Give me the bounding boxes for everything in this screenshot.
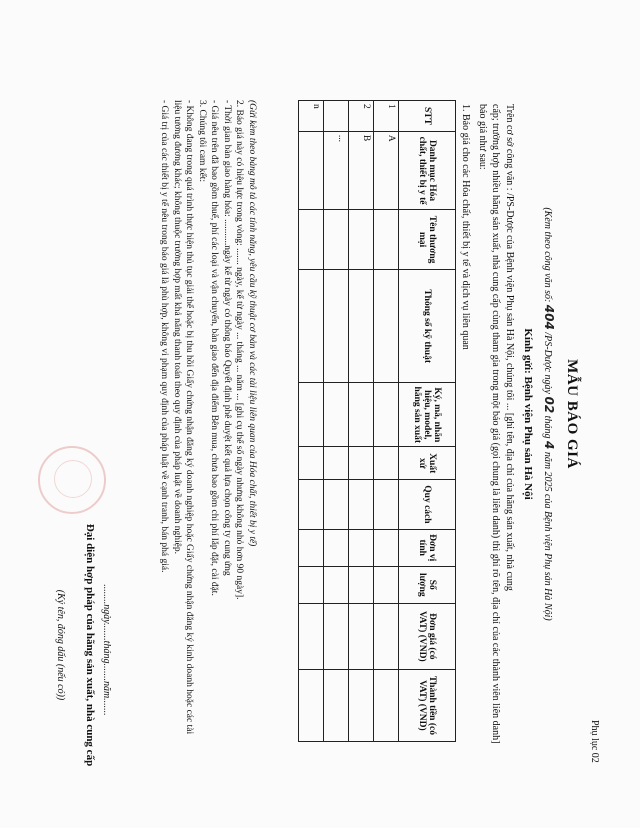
item-1-heading: 1. Báo giá cho các Hóa chất, thiết bị y tế và dịch vụ liên quan [460,104,471,350]
table-row [349,101,374,742]
table-cell [374,480,399,529]
validity-note: 2. Báo giá này có hiệu lực trong vòng: ....... ngày, kể từ ngày ... tháng ... năm ... [ghi cụ thể số ngày nhưng không nhỏ hơn 90 ngày]. [234,100,245,600]
delivery-note: - Thời gian bàn giao hàng hóa: ...........ngày kể từ ngày có thông báo Quyết định phê duyệt kết quả lựa chọn công ty cung ứng [222,100,232,576]
basis-paragraph: Trên cơ sở công văn : /PS-Dược của Bệnh viện Phụ sản Hà Nội, chúng tôi ... [ghi tên, địa chỉ của hãng sản xuất, nhà cung [504,104,515,591]
table-cell [374,210,399,270]
table-cell [299,269,324,382]
table-row [374,101,399,742]
handwritten-document-number: 404 [542,304,556,330]
header-cell: Quy cách [399,480,456,529]
addressee: Kính gửi: Bệnh viện Phụ sản Hà Nội [522,328,534,500]
header-cell: Thông số kỹ thuật [399,269,456,382]
table-cell [374,383,399,447]
header-cell: Đơn giá (có VAT) (VND) [399,603,456,669]
table-cell [349,210,374,270]
table-cell [324,383,349,447]
signature-date-line: ........ngày.......tháng.......năm....... [101,584,112,716]
document-subtitle [542,0,556,828]
attachment-note: (Gửi kèm theo bảng mô tả các tính năng, yêu cầu kỹ thuật cơ bản và các tài liệu liên quan của Hóa chất, thiết bị y tế) [247,100,257,547]
table-cell [349,529,374,566]
table-cell: 1 [374,101,399,132]
signature-title: Đại diện hợp pháp của hãng sản xuất, nhà cung cấp [84,523,96,767]
quotation-table [298,100,456,742]
header-cell: Ký, mã, nhãn hiệu, model, hãng sản xuất [399,383,456,447]
table-row [324,101,349,742]
table-cell [299,447,324,480]
table-cell [299,210,324,270]
header-cell: Danh mục Hóa chất, thiết bị y tế [399,131,456,209]
table-cell [349,603,374,669]
supplier-paragraph: cấp; trường hợp nhiều hãng sản xuất, nhà cung cấp cùng tham gia trong một báo giá (gọi chung là liên danh) thì ghi rõ tên, địa chỉ của các thành viên liên danh] báo giá như sau: [477,104,501,744]
table-cell [299,131,324,209]
table-cell [349,669,374,741]
subtitle-middle: /PS-Dược ngày [542,332,553,394]
appendix-label: Phụ lục 02 [589,720,600,763]
handwritten-month: 4 [542,440,556,450]
table-cell [324,101,349,132]
table-cell [299,669,324,741]
table-cell [299,383,324,447]
notes-section [158,100,258,750]
table-cell: B [349,131,374,209]
table-cell [299,480,324,529]
table-cell [349,383,374,447]
table-cell: ... [324,131,349,209]
table-row [299,101,324,742]
header-cell: Số lượng [399,566,456,603]
header-cell: Xuất xứ [399,447,456,480]
header-cell: Thành tiền (có VAT) (VND) [399,669,456,741]
table-header-row [399,101,456,742]
subtitle-suffix: năm 2025 của Bệnh viện Phụ sản Hà Nội) [542,451,553,621]
table-cell [374,269,399,382]
table-cell [299,566,324,603]
table-cell [299,603,324,669]
commitment-item-1: - Không đang trong quá trình thực hiện thủ tục giải thể hoặc bị thu hồi Giấy chứng nhận đăng ký doanh nghiệp hoặc Giấy chứng nhận đăng ký kinh doanh hoặc các tài liệu tương đương khác; không thuộc trường hợp mất khả năng thanh toán theo quy định của pháp luật về doanh nghiệp. [172,100,195,735]
table-cell [374,603,399,669]
table-cell [324,210,349,270]
subtitle-month-text: tháng [542,415,553,439]
header-cell: Tên thương mại [399,210,456,270]
table-cell: A [374,131,399,209]
table-cell [374,447,399,480]
table-cell [324,603,349,669]
handwritten-day: 02 [542,396,556,414]
table-cell [299,529,324,566]
header-cell: Đơn vị tính [399,529,456,566]
table-cell [324,566,349,603]
table-cell: 2 [349,101,374,132]
table-cell [374,566,399,603]
document-title: MẪU BÁO GIÁ [564,359,580,469]
table-cell [324,529,349,566]
signature-note: (Ký tên, đóng dấu (nếu có)) [55,589,66,701]
price-inclusion-note: - Giá nêu trên đã bao gồm thuế, phí các loại và vận chuyển, bàn giao đến địa điểm Bên mua, chưa bao gồm chi phí lắp đặt, cài đặt. [209,100,220,596]
commitment-item-2: - Giá trị của các thiết bị y tế nêu trong báo giá là phù hợp, không vi phạm quy định của pháp luật về cạnh tranh, bán phá giá. [159,100,170,573]
table-cell [324,269,349,382]
table-cell [349,269,374,382]
table-cell: n [299,101,324,132]
table-cell [349,447,374,480]
table-cell [349,480,374,529]
table-cell [324,480,349,529]
table-cell [374,669,399,741]
table-cell [349,566,374,603]
subtitle-prefix: (Kèm theo công văn số: [542,207,553,303]
commitment-heading: 3. Chúng tôi cam kết: [197,100,207,183]
table-cell [374,529,399,566]
table-cell [324,447,349,480]
table-cell [324,669,349,741]
header-cell: STT [399,101,456,132]
